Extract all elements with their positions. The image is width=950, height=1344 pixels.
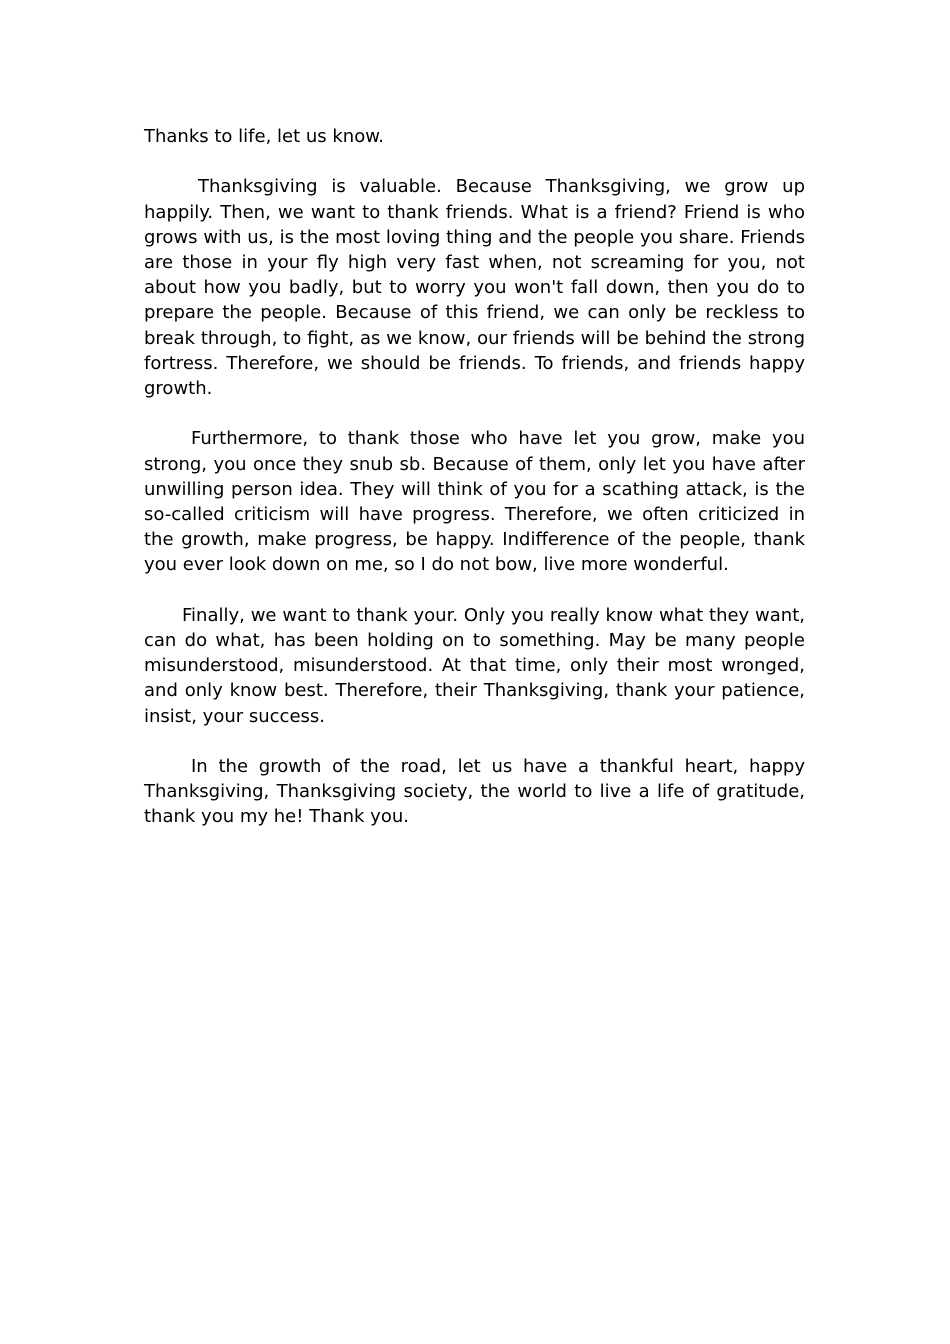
paragraph-yourself: Finally, we want to thank your. Only you really know what they want, can do what, has been holding on to something. May be many people misunderstood, misunderstood. At that time, only their most wronged, and only know best. Therefore, their Thanksgiving, thank your patience, insist, your success. xyxy=(144,604,805,727)
paragraph-critics: Furthermore, to thank those who have let you grow, make you strong, you once they snub sb. Because of them, only let you have after unwilling person idea. They will think of you for a scathing attack, is the so-called criticism will have progress. Therefore, we often criticized in the growth, make progress, be happy. Indifference of the people, thank you ever look down on me, so I do not bow, live more wonderful. xyxy=(144,428,805,576)
paragraph-closing: In the growth of the road, let us have a thankful heart, happy Thanksgiving, Thanksgiving society, the world to live a life of gratitude, thank you my he! Thank you. xyxy=(144,756,805,828)
paragraph-friends: Thanksgiving is valuable. Because Thanksgiving, we grow up happily. Then, we want to thank friends. What is a friend? Friend is who grows with us, is the most loving thing and the people you share. Friends are those in your fly high very fast when, not screaming for you, not about how you badly, but to worry you won't fall down, then you do to prepare the people. Because of this friend, we can only be reckless to break through, to fight, as we know, our friends will be behind the strong fortress. Therefore, we should be friends. To friends, and friends happy growth. xyxy=(144,176,805,400)
intro-line: Thanks to life, let us know. xyxy=(144,126,385,147)
document-body xyxy=(144,124,805,830)
